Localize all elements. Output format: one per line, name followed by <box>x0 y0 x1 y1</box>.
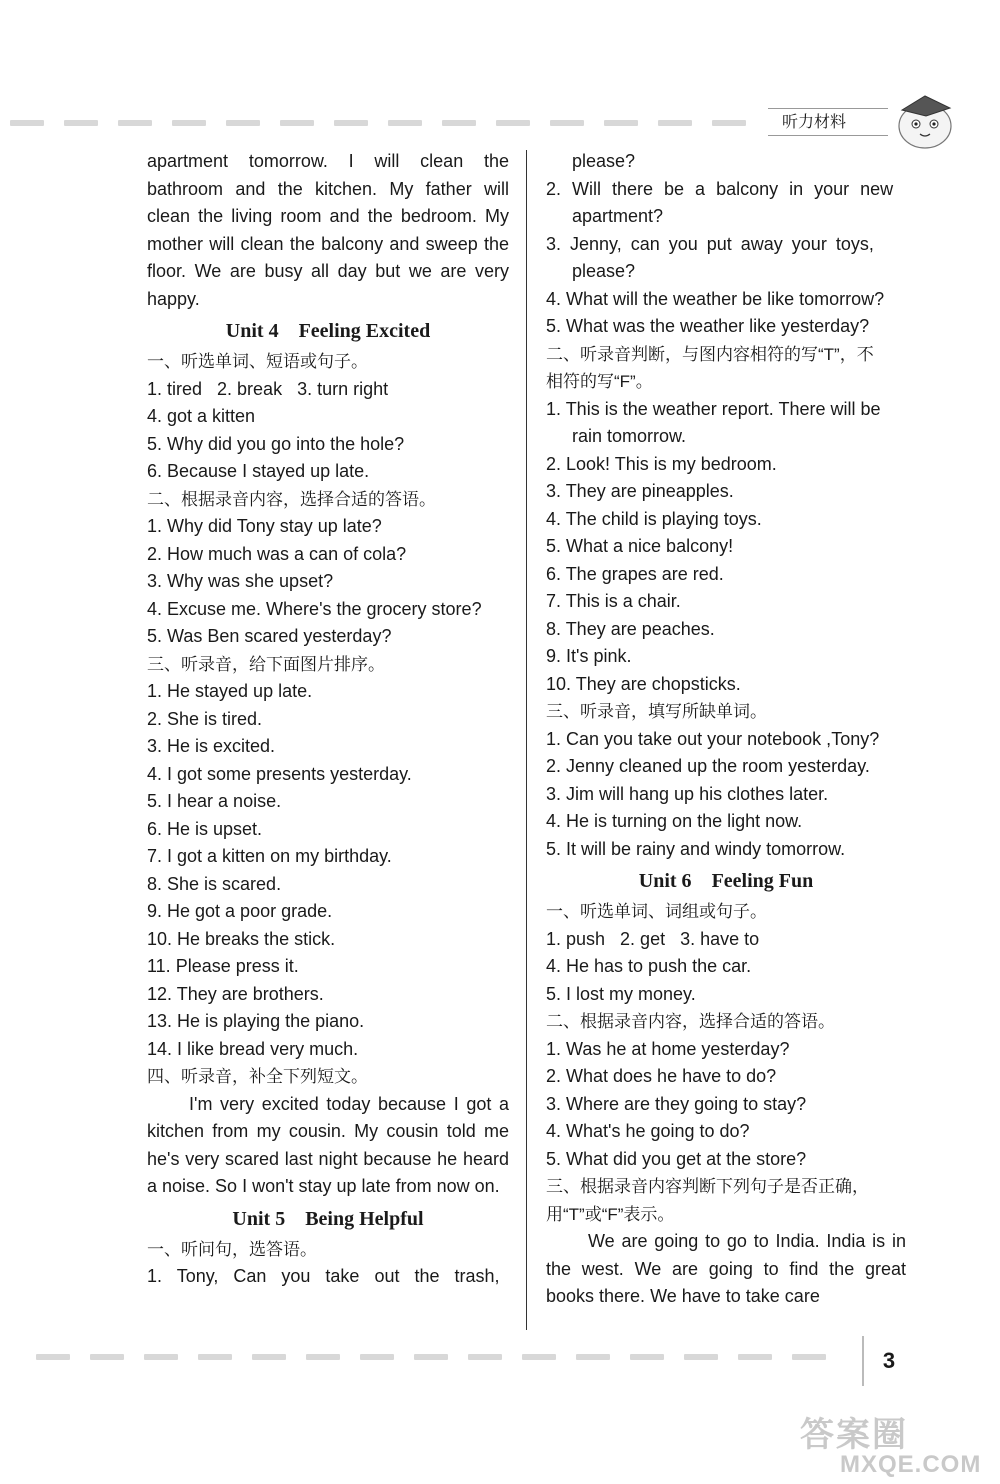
list-item: 4. He has to push the car. <box>546 956 752 976</box>
left-column <box>147 148 509 1291</box>
list-item: 4. What will the weather be like tomorrow? <box>546 288 885 309</box>
list-item: 11. Please press it. <box>147 956 299 976</box>
list-item: 1. Why did Tony stay up late? <box>147 516 382 536</box>
list-item: 1. Can you take out your notebook ,Tony? <box>546 728 880 749</box>
list-item: 10. They are chopsticks. <box>546 673 741 694</box>
watermark <box>800 1418 996 1480</box>
unit-5-name: Being Helpful <box>305 1207 424 1230</box>
u5-section-3-heading: 三、听录音，填写所缺单词。 <box>546 702 767 721</box>
list-item: 5. Was Ben scared yesterday? <box>147 626 392 646</box>
unit-6-number: Unit 6 <box>638 870 692 892</box>
list-item: 3. Jenny, can you put away your toys, <box>546 233 874 254</box>
list-item: 5. It will be rainy and windy tomorrow. <box>546 838 846 859</box>
u4-section-2-heading: 二、根据录音内容，选择合适的答语。 <box>147 489 436 509</box>
list-item: 4. I got some presents yesterday. <box>147 763 412 784</box>
u5-section-2-heading-line1: 二、听录音判断，与图内容相符的写“T”，不 <box>546 344 874 364</box>
mascot-icon <box>890 86 960 150</box>
right-column <box>546 148 906 1311</box>
list-item: 4. got a kitten <box>147 406 256 426</box>
list-item: 1. Tony, Can you take out the trash, <box>147 1266 500 1286</box>
list-item: 13. He is playing the piano. <box>147 1011 365 1031</box>
list-item: 1. Was he at home yesterday? <box>546 1038 790 1059</box>
list-item-continuation: apartment? <box>572 206 664 226</box>
list-item: 4. He is turning on the light now. <box>546 811 803 831</box>
list-item: 3. They are pineapples. <box>546 481 734 501</box>
list-item: 7. This is a chair. <box>546 591 681 611</box>
u4-section-4-heading: 四、听录音，补全下列短文。 <box>147 1067 368 1086</box>
list-item: 5. I hear a noise. <box>147 791 282 811</box>
unit-5-number: Unit 5 <box>232 1207 286 1230</box>
section-header-tag: 听力材料 <box>768 108 888 136</box>
list-item: 6. The grapes are red. <box>546 563 724 584</box>
list-item: 3. He is excited. <box>147 736 276 756</box>
list-item: 5. Why did you go into the hole? <box>147 433 405 454</box>
u6-section-2-heading: 二、根据录音内容，选择合适的答语。 <box>546 1012 835 1031</box>
watermark-line-2: MXQE.COM <box>840 1451 982 1478</box>
list-item: 7. I got a kitten on my birthday. <box>147 846 392 866</box>
list-item: 2. She is tired. <box>147 708 263 729</box>
list-item: 1. He stayed up late. <box>147 681 313 701</box>
u4-section-1-heading: 一、听选单词、短语或句子。 <box>147 352 368 371</box>
list-item: 6. He is upset. <box>147 818 263 839</box>
list-item-continuation: please? <box>572 261 636 281</box>
footer-decoration-strip <box>0 1352 1000 1362</box>
u6-passage: We are going to go to India. India is in the west. We are going to find the great books there. We have to take care <box>546 1231 906 1306</box>
u6-section-3-heading-line2: 用“T”或“F”表示。 <box>546 1204 675 1224</box>
list-item: 2. What does he have to do? <box>546 1066 777 1086</box>
list-item: 6. Because I stayed up late. <box>147 461 370 481</box>
unit-6-name: Feeling Fun <box>711 870 814 892</box>
list-item: 4. The child is playing toys. <box>546 508 762 529</box>
list-item-continuation: please? <box>572 151 636 171</box>
unit-6-title <box>546 865 906 897</box>
u4-passage: I'm very excited today because I got a kitchen from my cousin. My cousin told me he's very scared last night because he heard a noise. So I won't stay up late from now on. <box>147 1093 509 1196</box>
u6-section-1-heading: 一、听选单词、词组或句子。 <box>546 902 767 921</box>
list-item: 1. push 2. get 3. have to <box>546 928 760 949</box>
unit-4-title <box>147 315 509 347</box>
list-item: 4. What's he going to do? <box>546 1121 750 1141</box>
list-item: 3. Why was she upset? <box>147 571 334 591</box>
list-item: 1. This is the weather report. There will be <box>546 398 881 419</box>
list-item-continuation: rain tomorrow. <box>572 426 687 446</box>
u4-section-3-heading: 三、听录音，给下面图片排序。 <box>147 654 385 674</box>
column-divider <box>526 150 527 1330</box>
u6-section-3-heading-line1: 三、根据录音内容判断下列句子是否正确， <box>546 1177 869 1196</box>
list-item: 2. Will there be a balcony in your new <box>546 178 894 199</box>
page-number: 3 <box>862 1336 914 1386</box>
intro-paragraph: apartment tomorrow. I will clean the bathroom and the kitchen. My father will clean the living room and the bedroom. My mother will clean the balcony and sweep the floor. We are busy all day but we are very happy. <box>147 151 509 309</box>
list-item: 9. He got a poor grade. <box>147 901 333 921</box>
list-item: 5. What did you get at the store? <box>546 1148 807 1169</box>
list-item: 9. It's pink. <box>546 646 632 666</box>
list-item: 1. tired 2. break 3. turn right <box>147 378 389 399</box>
list-item: 8. She is scared. <box>147 873 282 894</box>
u5-section-1-heading: 一、听问句，选答语。 <box>147 1239 317 1259</box>
list-item: 2. Jenny cleaned up the room yesterday. <box>546 756 870 776</box>
list-item: 5. What was the weather like yesterday? <box>546 316 870 336</box>
list-item: 2. How much was a can of cola? <box>147 543 407 564</box>
list-item: 2. Look! This is my bedroom. <box>546 453 777 474</box>
list-item: 8. They are peaches. <box>546 618 715 639</box>
watermark-line-1: 答案圈 <box>800 1416 908 1454</box>
list-item: 4. Excuse me. Where's the grocery store? <box>147 598 482 619</box>
unit-5-title <box>147 1203 509 1235</box>
list-item: 14. I like bread very much. <box>147 1038 359 1059</box>
unit-4-name: Feeling Excited <box>298 320 431 342</box>
list-item: 3. Jim will hang up his clothes later. <box>546 783 829 804</box>
list-item: 5. What a nice balcony! <box>546 536 734 556</box>
unit-4-number: Unit 4 <box>225 320 279 342</box>
list-item: 12. They are brothers. <box>147 983 324 1004</box>
list-item: 10. He breaks the stick. <box>147 928 336 949</box>
u5-section-2-heading-line2: 相符的写“F”。 <box>546 372 653 391</box>
list-item: 3. Where are they going to stay? <box>546 1093 807 1114</box>
list-item: 5. I lost my money. <box>546 983 696 1004</box>
